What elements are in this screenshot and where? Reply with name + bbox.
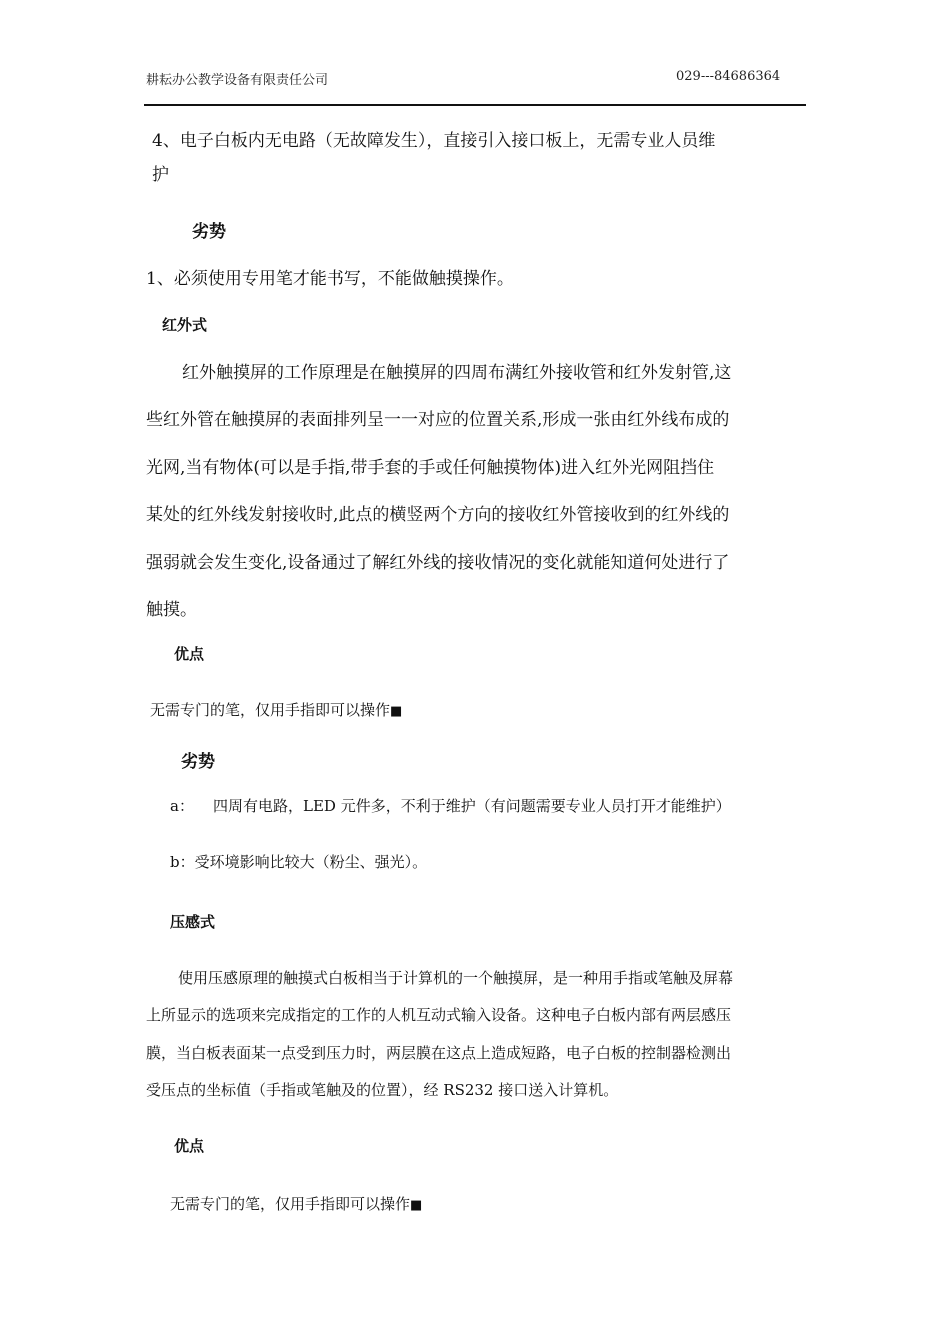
bullet-square-icon: ■ (410, 1198, 423, 1213)
infrared-para-line: 某处的红外线发射接收时,此点的横竖两个方向的接收红外管接收到的红外线的 (146, 505, 730, 525)
infrared-dis-a-text: 四周有电路，LED 元件多，不利于维护（有问题需要专业人员打开才能维护） (213, 797, 731, 815)
infrared-para-line: 些红外管在触摸屏的表面排列呈一一对应的位置关系,形成一张由红外线布成的 (146, 410, 730, 430)
pressure-para-line: 上所显示的选项来完成指定的工作的人机互动式输入设备。这种电子白板内部有两层感压 (146, 1006, 732, 1024)
bullet-square-icon: ■ (390, 704, 403, 719)
infrared-dis-b: b：受环境影响比较大（粉尘、强光）。 (170, 853, 428, 871)
item4-line2: 护 (152, 165, 169, 185)
infrared-dis-a-label: a： (170, 797, 194, 815)
pressure-para-line: 受压点的坐标值（手指或笔触及的位置），经 RS232 接口送入计算机。 (146, 1081, 619, 1099)
header-divider (144, 104, 806, 106)
pressure-advantage-text: 无需专门的笔，仅用手指即可以操作■ (170, 1195, 423, 1213)
infrared-para-line: 光网,当有物体(可以是手指,带手套的手或任何触摸物体)进入红外光网阻挡住 (146, 458, 715, 478)
infrared-para-line: 红外触摸屏的工作原理是在触摸屏的四周布满红外接收管和红外发射管,这 (182, 363, 732, 383)
infrared-heading: 红外式 (162, 316, 208, 334)
disadvantage-heading-1: 劣势 (192, 222, 226, 242)
header-company: 耕耘办公教学设备有限责任公司 (146, 73, 329, 88)
infrared-advantage-text: 无需专门的笔，仅用手指即可以操作■ (150, 701, 403, 719)
pressure-para-line: 使用压感原理的触摸式白板相当于计算机的一个触摸屏，是一种用手指或笔触及屏幕 (178, 969, 734, 987)
pressure-advantage-heading: 优点 (174, 1137, 205, 1155)
infrared-para-line: 强弱就会发生变化,设备通过了解红外线的接收情况的变化就能知道何处进行了 (146, 553, 730, 573)
pressure-heading: 压感式 (170, 913, 216, 931)
disadvantage-item1: 1、必须使用专用笔才能书写，不能做触摸操作。 (146, 269, 514, 289)
header-phone: 029---84686364 (676, 69, 781, 84)
infrared-advantage-heading: 优点 (174, 645, 205, 663)
item4-line1: 4、电子白板内无电路（无故障发生），直接引入接口板上，无需专业人员维 (152, 131, 716, 151)
infrared-disadvantage-heading: 劣势 (181, 752, 215, 772)
pressure-para-line: 膜，当白板表面某一点受到压力时，两层膜在这点上造成短路，电子白板的控制器检测出 (146, 1044, 732, 1062)
infrared-para-line: 触摸。 (146, 600, 197, 620)
